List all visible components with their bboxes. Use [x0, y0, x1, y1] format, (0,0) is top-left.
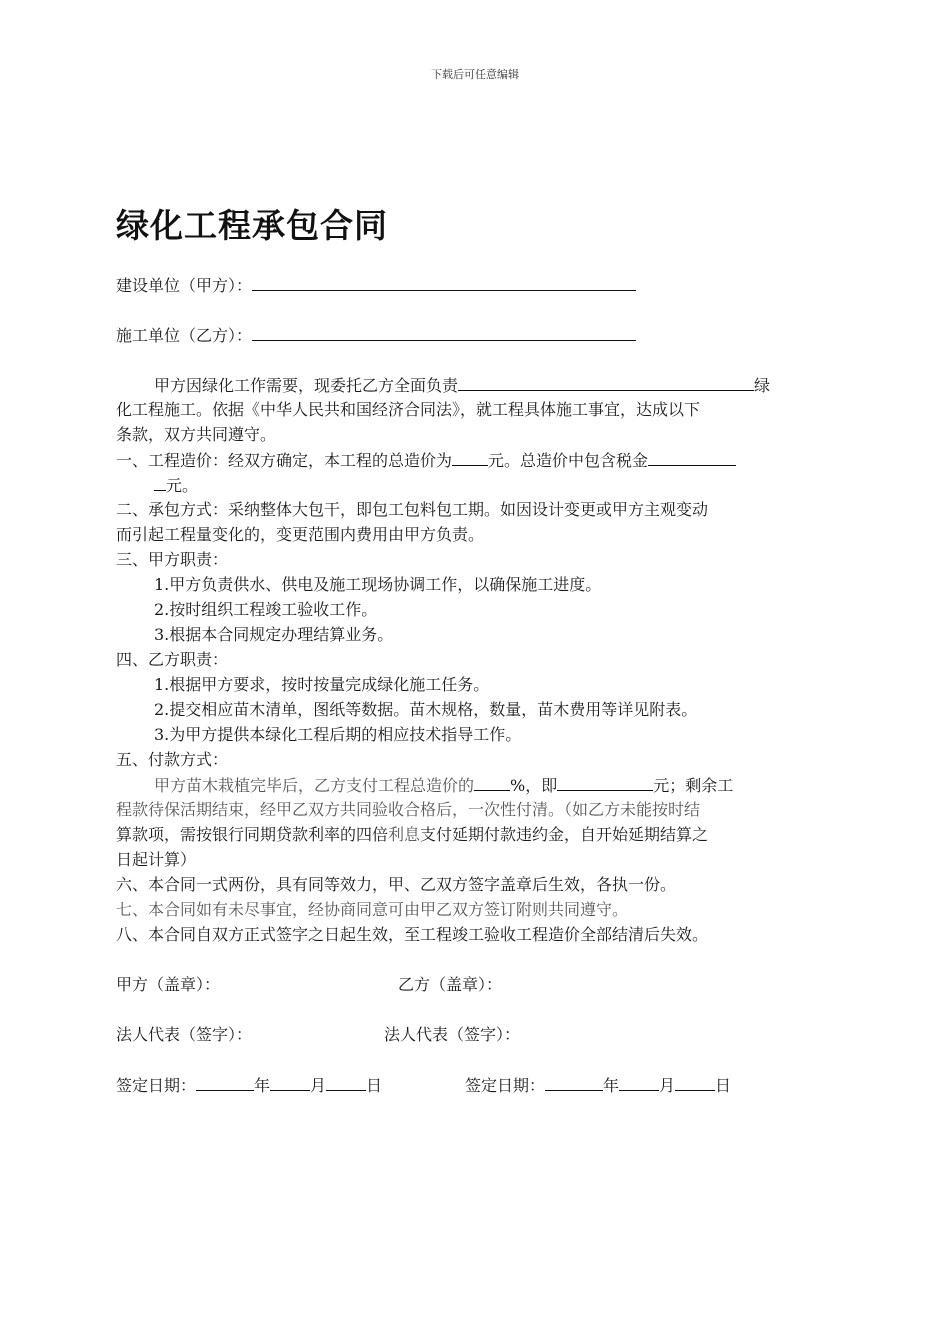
clause-5-text-a: 甲方苗木栽植完毕后，乙方支付工程总造价的	[154, 776, 475, 795]
intro-text-1: 甲方因绿化工作需要，现委托乙方全面负责	[154, 376, 459, 395]
party-a-day-label: 日	[366, 1076, 383, 1095]
clause-6: 六、本合同一式两份，具有同等效力，甲、乙双方签字盖章后生效，各执一份。	[116, 875, 677, 894]
party-a-date-label: 签定日期：	[116, 1076, 197, 1095]
party-a-month-blank[interactable]	[270, 1072, 310, 1091]
clause-8: 八、本合同自双方正式签字之日起生效，至工程竣工验收工程造价全部结清后失效。	[116, 925, 709, 944]
party-b-day-label: 日	[715, 1076, 732, 1095]
party-b-line	[116, 322, 836, 347]
clause-5-line-4: 日起计算）	[116, 850, 197, 869]
clause-5-line-2	[116, 797, 836, 822]
party-b-blank[interactable]	[252, 322, 636, 341]
clause-5-text-b: %，即	[510, 776, 558, 795]
clause-5-line-3	[116, 822, 836, 847]
tax-amount-blank-cont	[154, 472, 166, 491]
party-b-month-label: 月	[659, 1076, 676, 1095]
party-b-rep-label: 法人代表（签字）：	[384, 1025, 521, 1044]
page-header-note: 下载后可任意编辑	[431, 68, 519, 81]
party-a-label: 建设单位（甲方）：	[116, 276, 253, 295]
clause-5-text-3a: 算款项，需按银行同期贷款利率的四倍	[116, 825, 389, 844]
party-b-date	[465, 1072, 731, 1098]
clause-4-heading: 四、乙方职责：	[116, 650, 229, 669]
clause-5-text-3b: 利息	[388, 825, 421, 844]
party-a-line	[116, 272, 836, 297]
party-a-rep-label: 法人代表（签字）：	[116, 1025, 253, 1044]
party-b-month-blank[interactable]	[619, 1072, 659, 1091]
clause-1-line-2	[116, 472, 836, 497]
clause-5-line-1	[116, 772, 836, 797]
intro-text-1-suffix: 绿	[754, 376, 771, 395]
party-a-day-blank[interactable]	[326, 1072, 366, 1091]
clause-4-item-1: 1.根据甲方要求，按时按量完成绿化施工任务。	[154, 675, 490, 694]
clause-5-text-3c: 支付延期付款违约金，自开始延期结算之	[420, 825, 709, 844]
document-title: 绿化工程承包合同	[116, 206, 388, 245]
clause-3-item-1: 1.甲方负责供水、供电及施工现场协调工作，以确保施工进度。	[154, 575, 602, 594]
party-b-seal-label: 乙方（盖章）：	[398, 975, 503, 994]
party-b-year-label: 年	[603, 1076, 620, 1095]
clause-5-heading: 五、付款方式：	[116, 750, 229, 769]
intro-line-2: 化工程施工。依据《中华人民共和国经济合同法》，就工程具体施工事宜，达成以下	[116, 400, 701, 419]
clause-3-item-2: 2.按时组织工程竣工验收工作。	[154, 600, 378, 619]
tax-amount-blank[interactable]	[648, 447, 736, 466]
party-a-seal-label: 甲方（盖章）：	[116, 975, 221, 994]
party-a-year-blank[interactable]	[196, 1072, 254, 1091]
intro-line-3: 条款，双方共同遵守。	[116, 425, 277, 444]
payment-amount-blank[interactable]	[557, 772, 653, 791]
sign-date-line	[116, 1072, 836, 1097]
party-b-day-blank[interactable]	[675, 1072, 715, 1091]
payment-percent-blank[interactable]	[474, 772, 510, 791]
project-name-blank[interactable]	[458, 372, 754, 391]
party-b-label: 施工单位（乙方）：	[116, 326, 253, 345]
party-a-blank[interactable]	[252, 272, 636, 291]
clause-1-text-b: 元。总造价中包含税金	[488, 451, 649, 470]
intro-line-1	[116, 372, 836, 397]
party-b-year-blank[interactable]	[545, 1072, 603, 1091]
clause-4-item-2: 2.提交相应苗木清单，图纸等数据。苗木规格，数量，苗木费用等详见附表。	[154, 700, 698, 719]
total-price-blank[interactable]	[452, 447, 488, 466]
party-a-year-label: 年	[254, 1076, 271, 1095]
clause-1-text-c: 元。	[166, 476, 199, 495]
clause-3-heading: 三、甲方职责：	[116, 550, 229, 569]
clause-1-text-a: 一、工程造价：经双方确定，本工程的总造价为	[116, 451, 453, 470]
clause-2-line-1: 二、承包方式：采纳整体大包干，即包工包料包工期。如因设计变更或甲方主观变动	[116, 500, 709, 519]
seal-line	[116, 972, 836, 997]
clause-3-item-3: 3.根据本合同规定办理结算业务。	[154, 625, 394, 644]
party-a-month-label: 月	[310, 1076, 327, 1095]
clause-5-text-2: 程款待保活期结束，经甲乙双方共同验收合格后，一次性付清。（如乙方未能按时结	[116, 800, 701, 819]
contract-body	[116, 272, 836, 1097]
party-b-date-label: 签定日期：	[465, 1076, 546, 1095]
party-a-date	[116, 1076, 382, 1095]
clause-4-item-3: 3.为甲方提供本绿化工程后期的相应技术指导工作。	[154, 725, 522, 744]
representative-line	[116, 1022, 836, 1047]
clause-2-line-2: 而引起工程量变化的，变更范围内费用由甲方负责。	[116, 525, 485, 544]
clause-5-text-c: 元；剩余工	[653, 776, 734, 795]
clause-1-line-1	[116, 447, 836, 472]
clause-7: 七、本合同如有未尽事宜，经协商同意可由甲乙双方签订附则共同遵守。	[116, 900, 629, 919]
